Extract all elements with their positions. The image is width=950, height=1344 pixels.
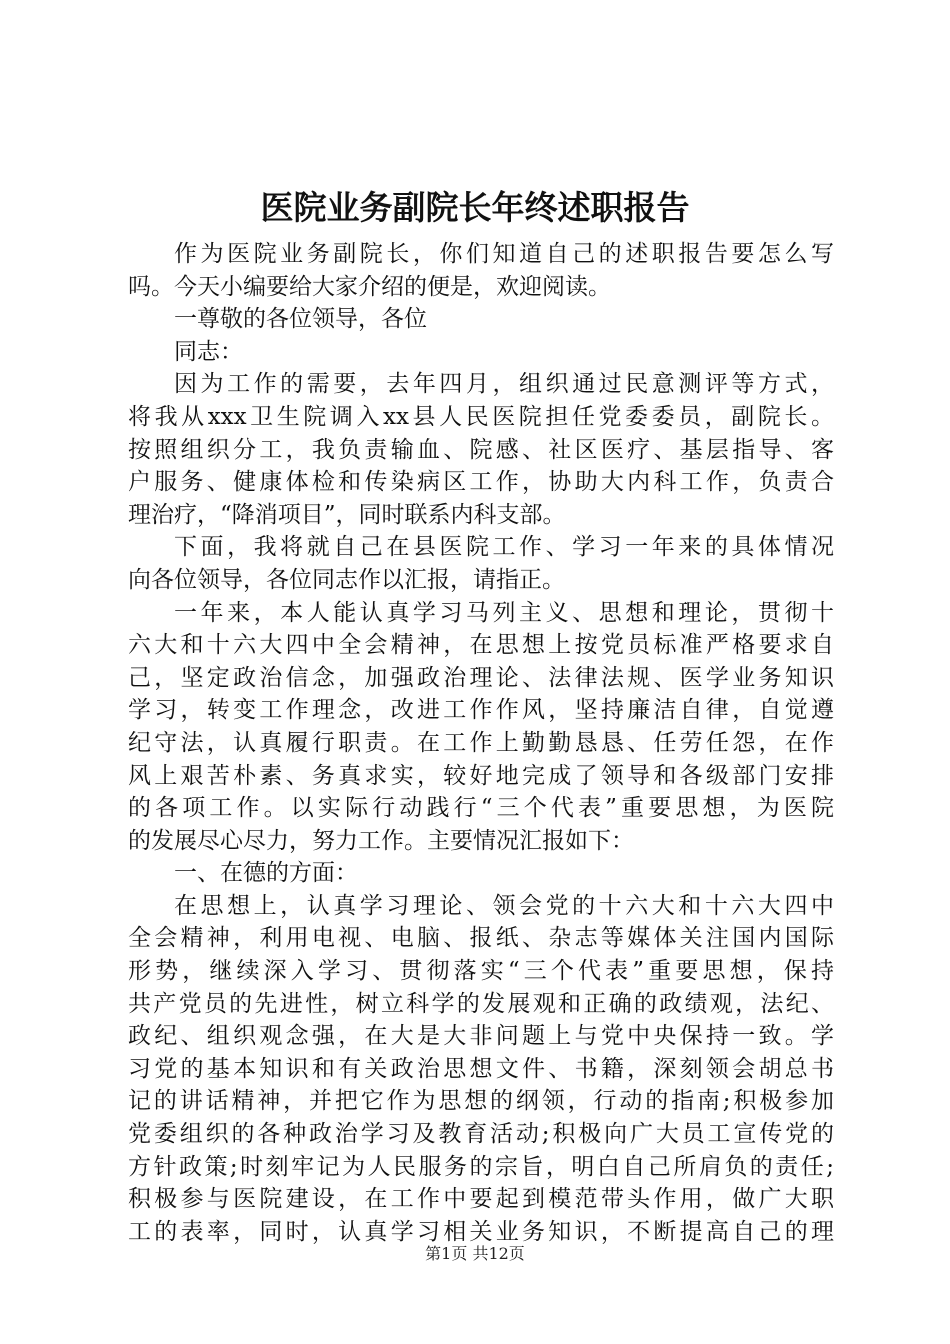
text-line: 在思想上，认真学习理论、领会党的十六大和十六大四中 [174,892,834,919]
text-line: 积极参与医院建设，在工作中要起到模范带头作用，做广大职 [128,1186,834,1213]
text-line: 纪守法，认真履行职责。在工作上勤勤恳恳、任劳任怨，在作 [128,729,834,756]
text-line: 风上艰苦朴素、务真求实，较好地完成了领导和各级部门安排 [128,762,834,789]
text-line: 党委组织的各种政治学习及教育活动;积极向广大员工宣传党的 [128,1121,834,1148]
text-line: 下面，我将就自己在县医院工作、学习一年来的具体情况 [174,534,834,561]
text-line: 按照组织分工，我负责输血、院感、社区医疗、基层指导、客 [128,436,834,463]
text-line: 向各位领导，各位同志作以汇报，请指正。 [128,566,565,593]
text-line: 全会精神，利用电视、电脑、报纸、杂志等媒体关注国内国际 [128,925,834,952]
document-body [128,238,834,1248]
document-title: 医院业务副院长年终述职报告 [260,188,690,227]
text-line: 共产党员的先进性，树立科学的发展观和正确的政绩观，法纪、 [128,990,834,1017]
text-line: 一、在德的方面： [174,860,358,887]
text-line: 形势，继续深入学习、贯彻落实“三个代表”重要思想，保持 [128,958,834,985]
text-line: 吗。今天小编要给大家介绍的便是，欢迎阅读。 [128,273,611,300]
text-line: 理治疗，“降消项目”，同时联系内科支部。 [128,501,566,528]
text-line: 作为医院业务副院长，你们知道自己的述职报告要怎么写 [174,241,834,267]
text-line: 户服务、健康体检和传染病区工作，协助大内科工作，负责合 [128,469,834,496]
text-line: 六大和十六大四中全会精神，在思想上按党员标准严格要求自 [128,632,834,659]
text-line: 的各项工作。以实际行动践行“三个代表”重要思想，为医院 [128,795,834,822]
text-line: 因为工作的需要，去年四月，组织通过民意测评等方式， [174,371,834,398]
text-line: 学习，转变工作理念，改进工作作风，坚持廉洁自律，自觉遵 [128,697,834,724]
text-line: 政纪、组织观念强，在大是大非问题上与党中央保持一致。学 [128,1023,834,1050]
text-line: 一尊敬的各位领导，各位 [174,306,427,333]
text-line: 同志： [174,338,243,365]
text-line: 己，坚定政治信念，加强政治理论、法律法规、医学业务知识 [128,664,834,691]
text-line: 将我从xxx卫生院调入xx县人民医院担任党委委员，副院长。 [128,403,834,430]
text-line: 的发展尽心尽力，努力工作。主要情况汇报如下： [128,827,634,854]
text-line: 工的表率，同时，认真学习相关业务知识，不断提高自己的理 [128,1218,834,1245]
text-line: 一年来，本人能认真学习马列主义、思想和理论，贯彻十 [174,599,834,626]
text-line: 习党的基本知识和有关政治思想文件、书籍，深刻领会胡总书 [128,1055,834,1082]
text-line: 方针政策;时刻牢记为人民服务的宗旨，明白自己所肩负的责任; [128,1153,834,1180]
page-footer: 第1页 共12页 [425,1244,525,1263]
text-line: 记的讲话精神，并把它作为思想的纲领，行动的指南;积极参加 [128,1088,834,1115]
